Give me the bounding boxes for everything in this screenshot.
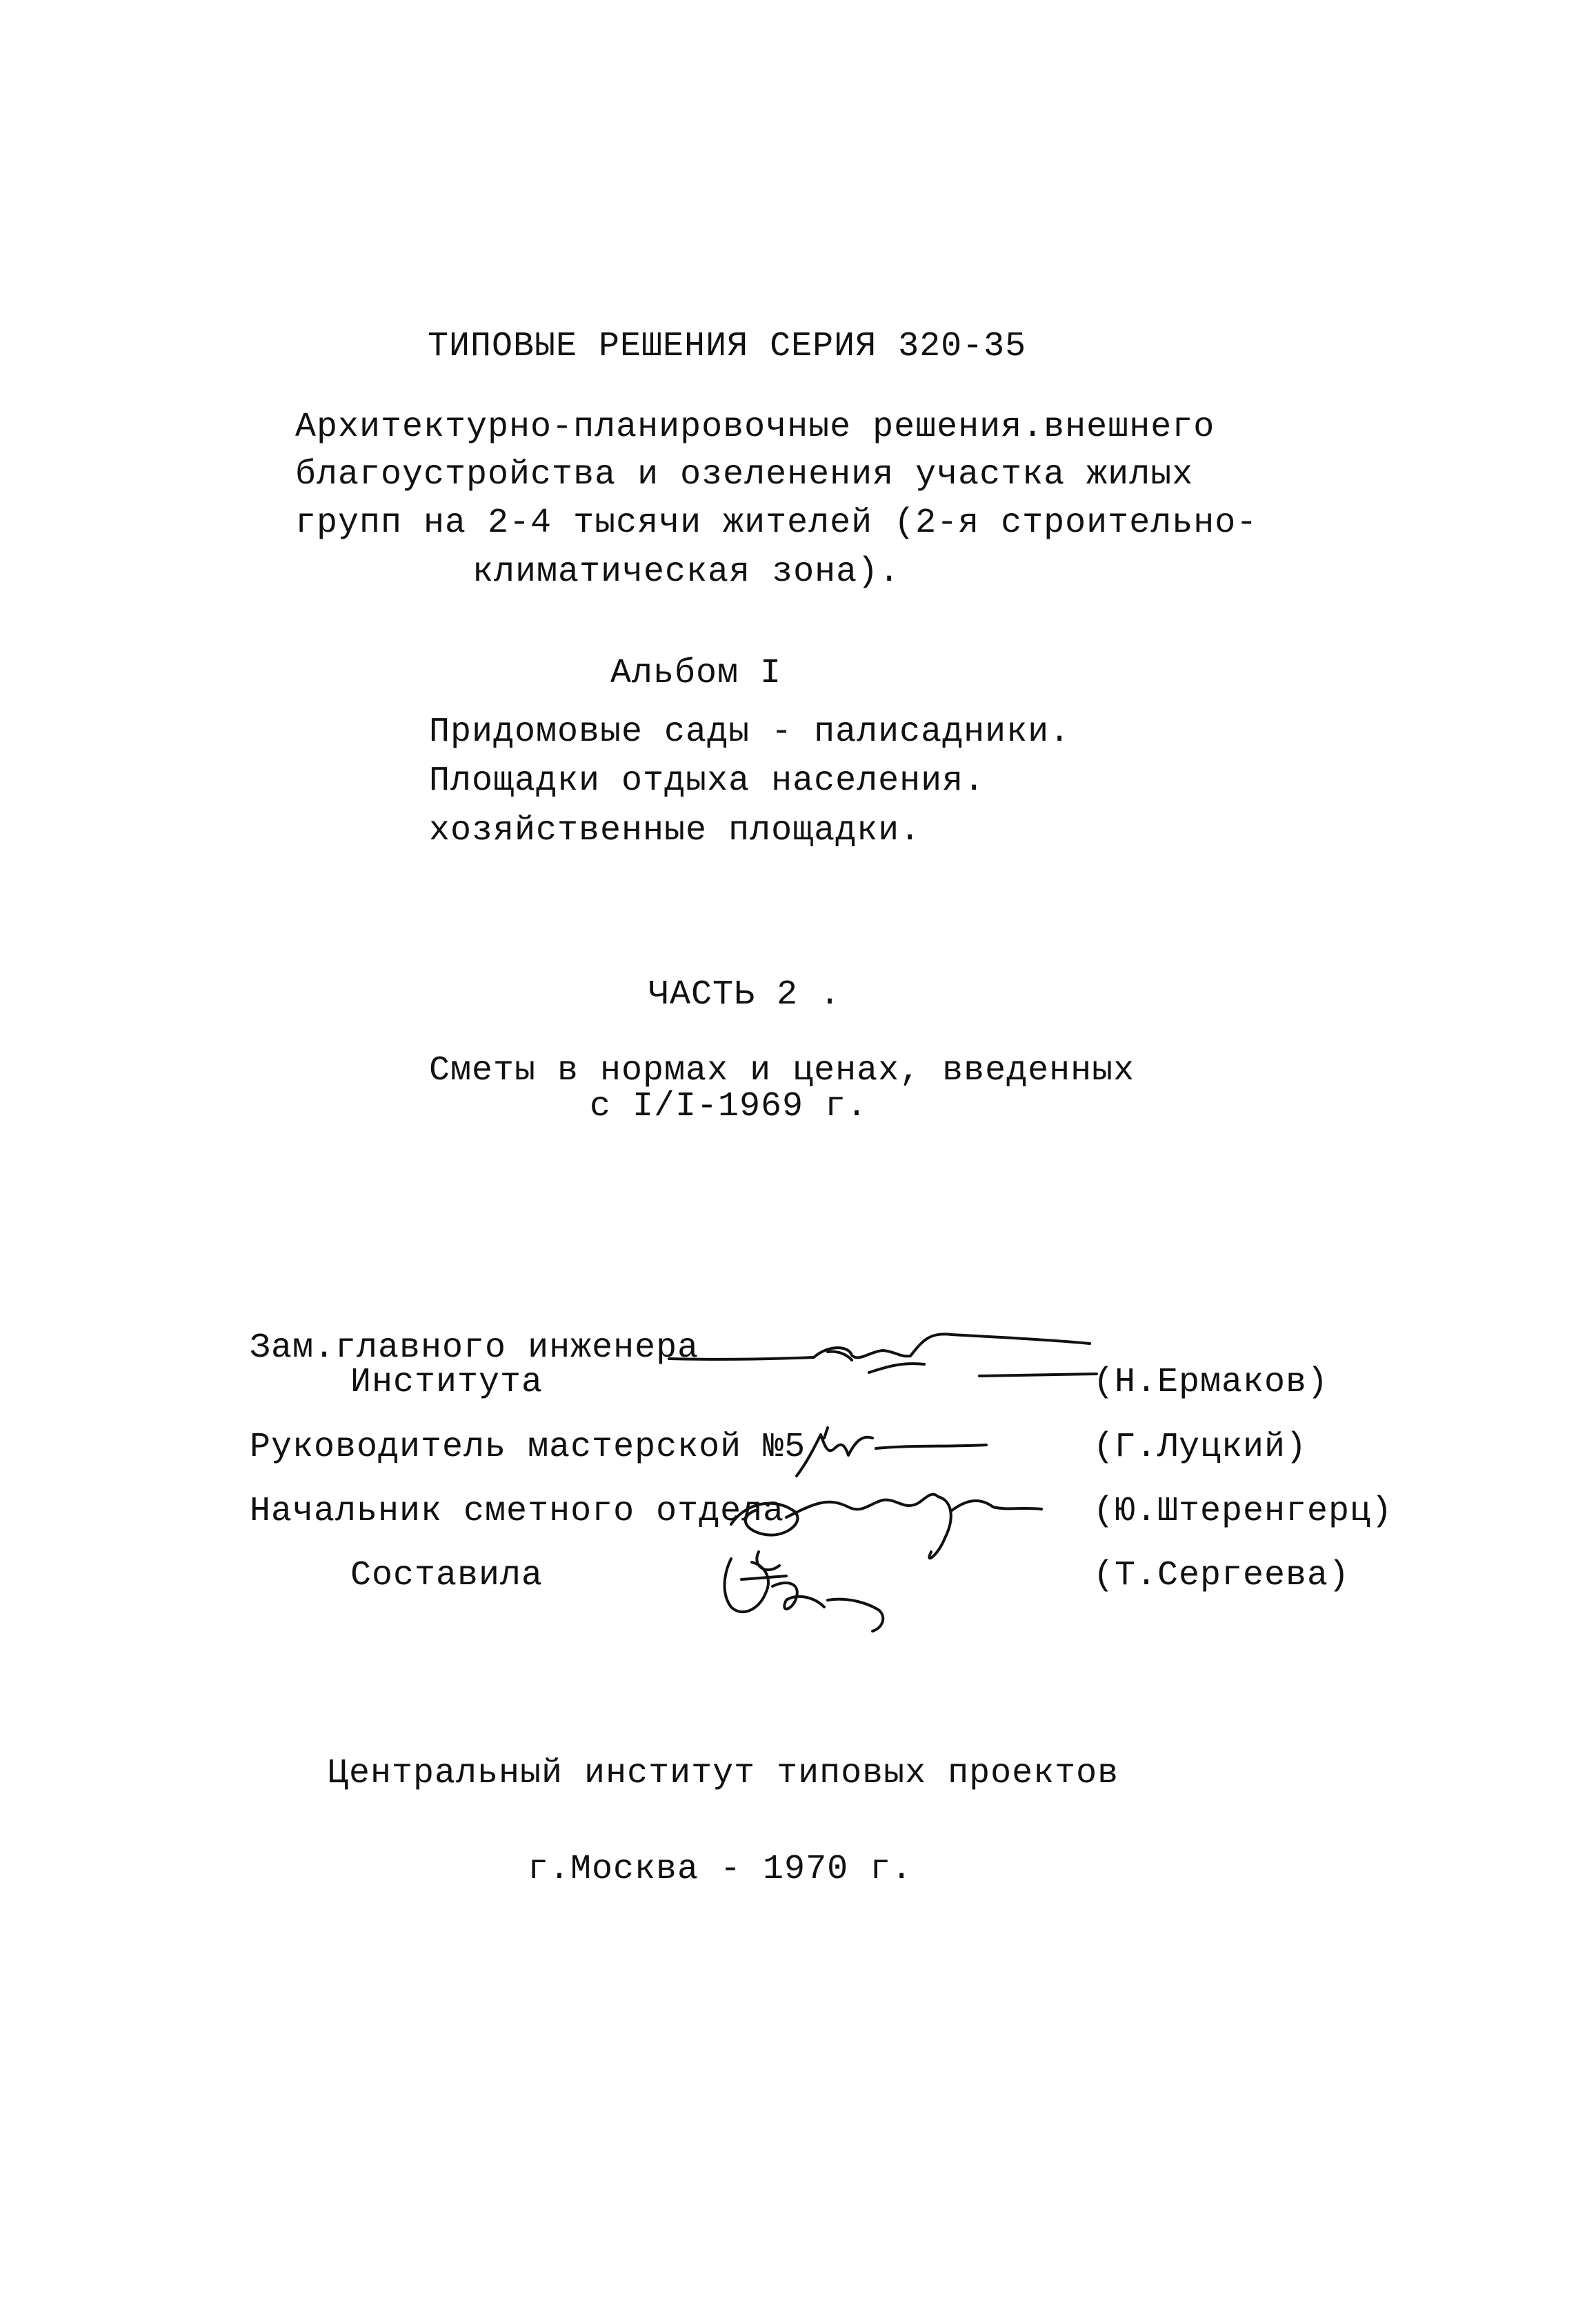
description-line: благоустройства и озеленения участка жилых — [295, 455, 1194, 495]
signatory-role: Начальник сметного отдела — [250, 1492, 785, 1531]
album-content-line: хозяйственные площадки. — [429, 811, 921, 850]
signatory-name: (Н.Ермаков) — [1093, 1363, 1329, 1402]
part-title: ЧАСТЬ 2 . — [648, 975, 841, 1015]
signatory-role: Зам.главного инженера — [250, 1328, 699, 1368]
signatory-name: (Ю.Штеренгерц) — [1093, 1492, 1393, 1531]
album-content-line: Придомовые сады - палисадники. — [429, 712, 1071, 752]
signatory-role: Руководитель мастерской №5 — [250, 1428, 806, 1467]
series-title: ТИПОВЫЕ РЕШЕНИЯ СЕРИЯ 320-35 — [428, 327, 1027, 366]
signatory-name: (Г.Луцкий) — [1093, 1428, 1308, 1467]
description-line: групп на 2-4 тысячи жителей (2-я строительно- — [295, 503, 1258, 543]
signatory-role: Составила — [350, 1556, 543, 1595]
estimates-line: с I/I-1969 г. — [590, 1087, 868, 1126]
city-year: г.Москва - 1970 г. — [528, 1850, 913, 1889]
estimates-line: Сметы в нормах и ценах, введенных — [429, 1051, 1135, 1090]
description-line: климатическая зона). — [472, 552, 901, 592]
description-line: Архитектурно-планировочные решения.внешнего — [295, 408, 1215, 447]
handwritten-signature-sergeeva — [710, 1545, 917, 1642]
institute-name: Центральный институт типовых проектов — [328, 1754, 1119, 1793]
album-title: Альбом I — [610, 654, 782, 693]
signatory-role: Института — [350, 1363, 543, 1402]
signatory-name: (Т.Сергеева) — [1093, 1556, 1350, 1595]
handwritten-signature-ermakov — [662, 1324, 1104, 1386]
album-content-line: Площадки отдыха населения. — [429, 761, 986, 801]
